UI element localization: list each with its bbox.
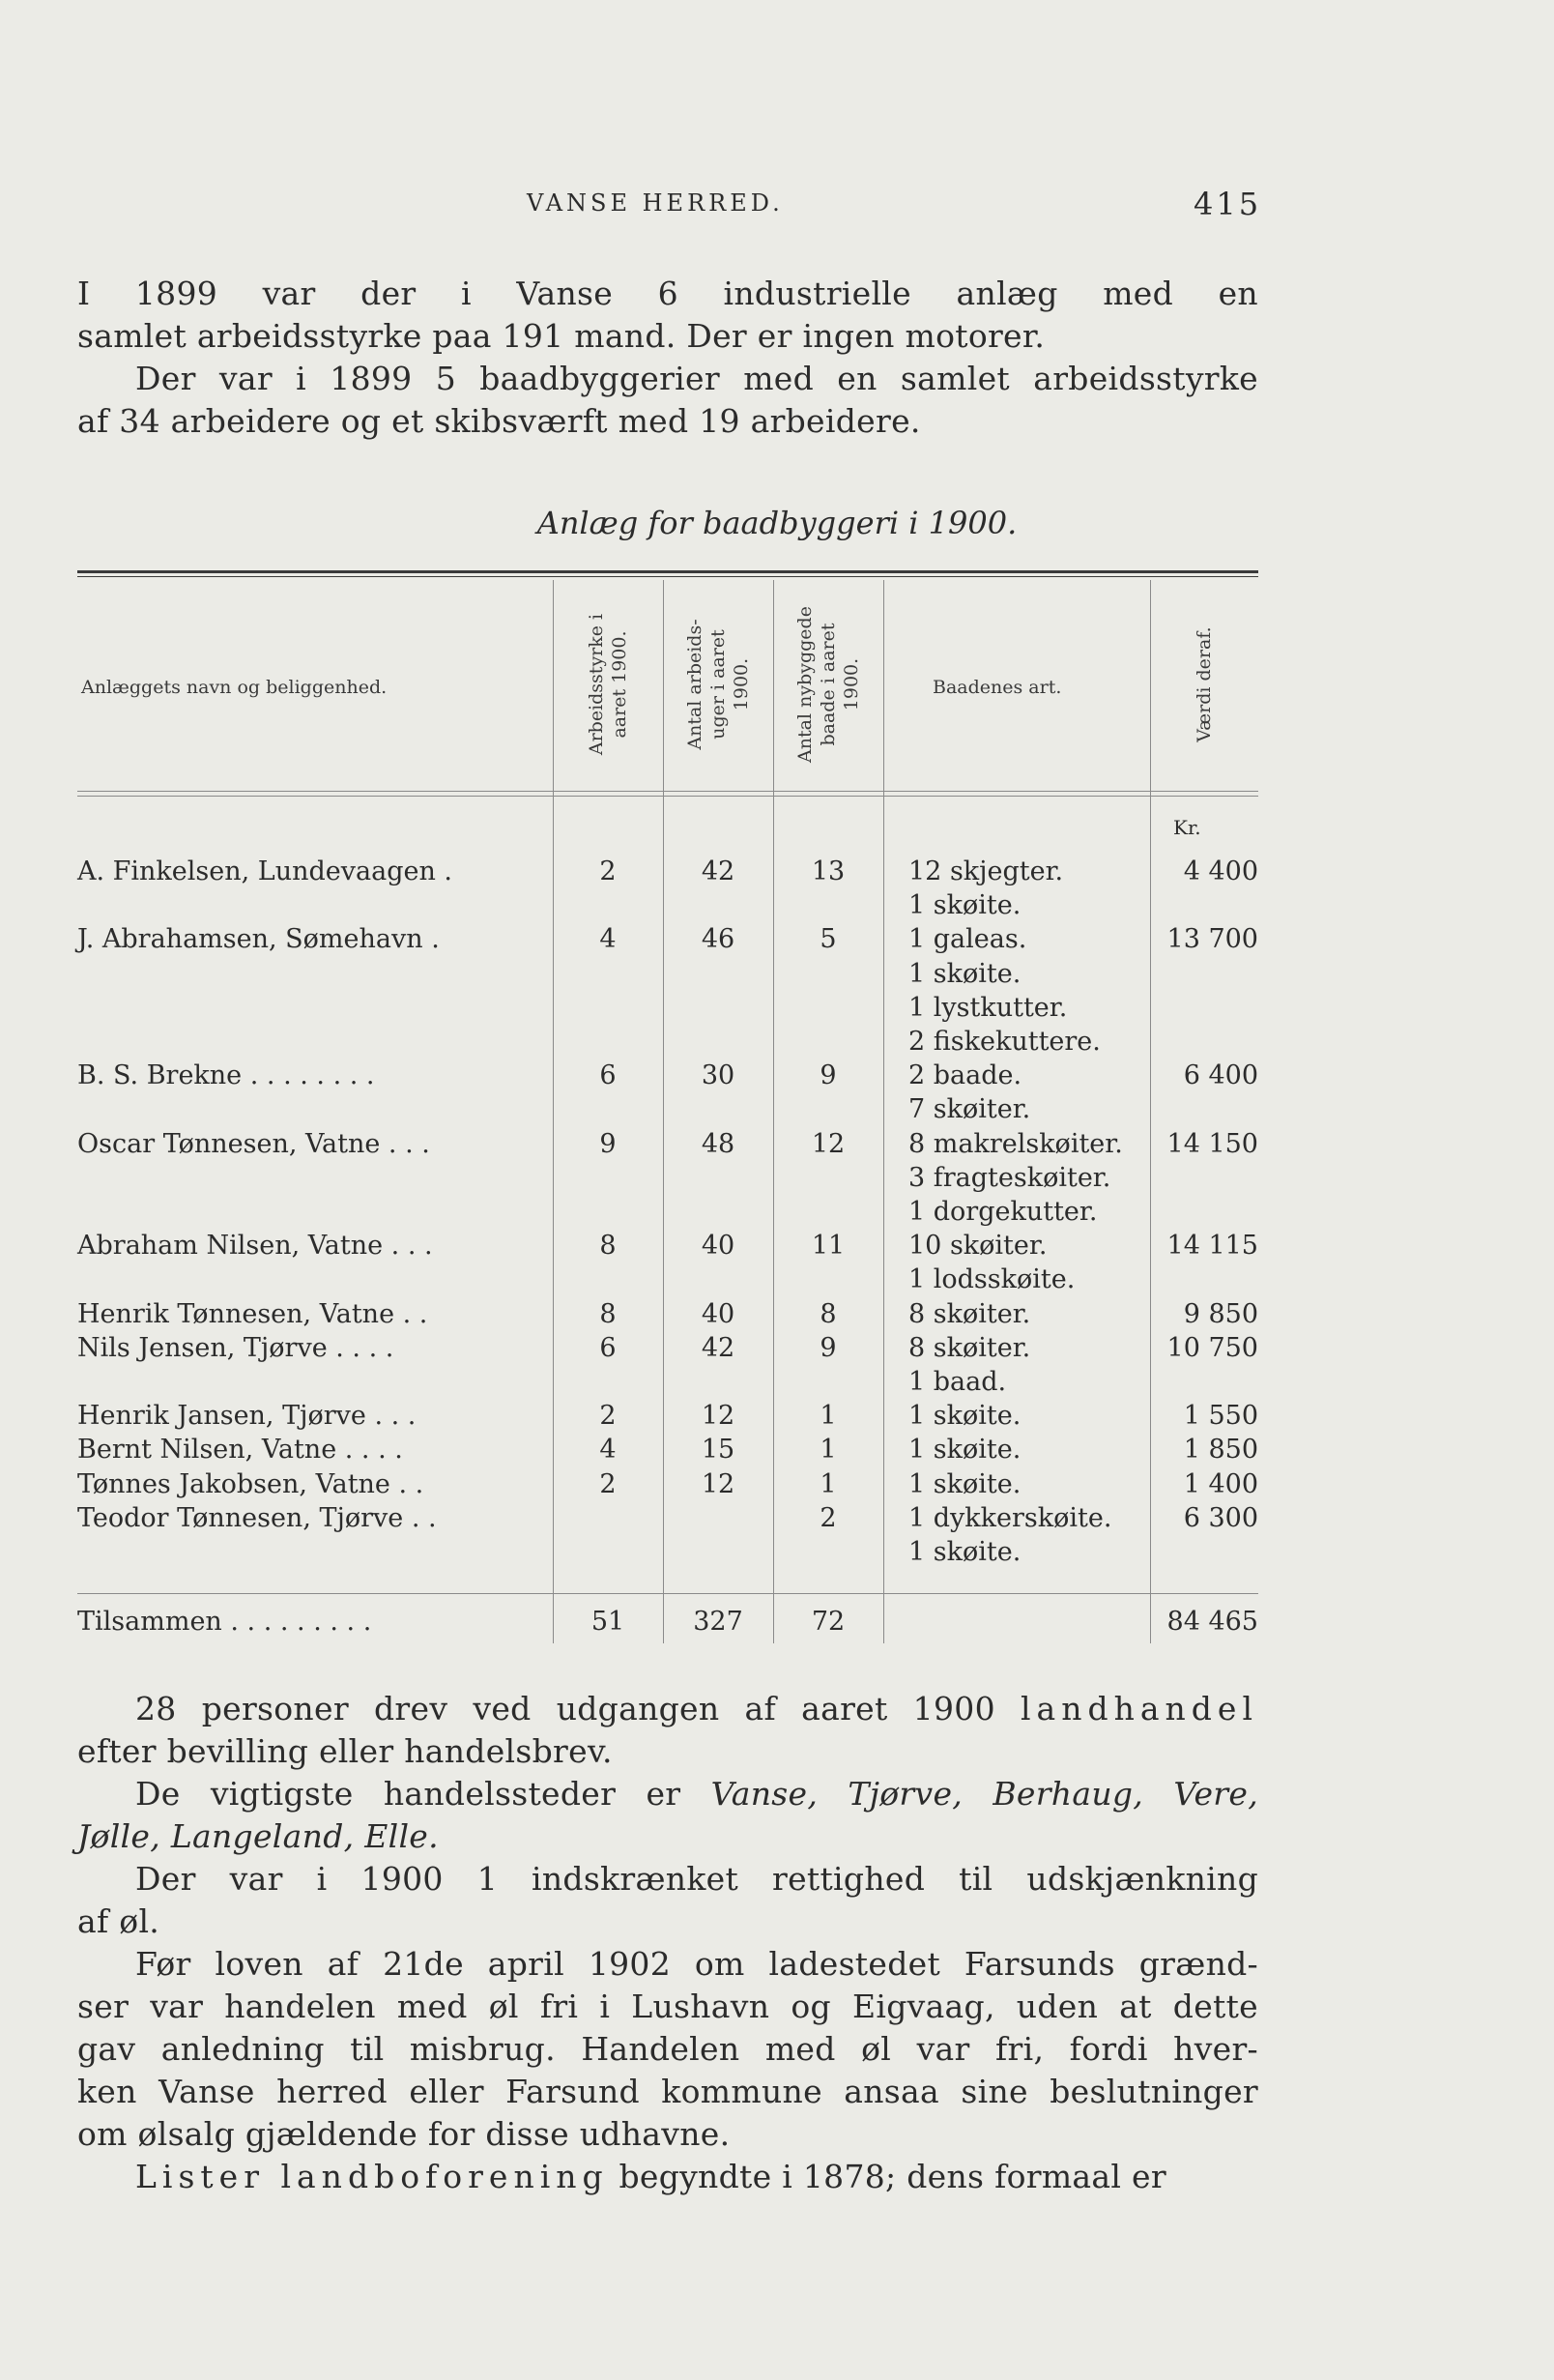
text-run: De vigtigste handelssteder er [135,1775,681,1813]
row-workforce: 8 [599,1298,617,1329]
row-boat-type: 1 skøite. [908,1468,1022,1499]
header-rule [77,791,1258,792]
row-value: 1 400 [1183,1468,1258,1499]
header-name: Anlæggets navn og beliggenhed. [81,677,388,698]
row-workforce: 8 [599,1231,617,1262]
row-weeks: 46 [701,924,735,955]
row-value: 1 850 [1183,1435,1258,1466]
header-workforce [585,614,631,755]
text-line: ser var handelen med øl fri i Lushavn og Eigvaag, uden at dette [77,1988,1258,2025]
total-weeks: 327 [693,1607,743,1637]
row-name: Henrik Jansen, Tjørve . . . [77,1401,417,1432]
row-boat-type: 8 skøiter. [908,1332,1031,1363]
header-line: uger i aaret [707,629,729,740]
row-boat-type: 1 lodsskøite. [908,1264,1076,1295]
header-boats [793,606,863,763]
text-line: samlet arbeidsstyrke paa 191 mand. Der er ingen motorer. [77,317,1046,355]
row-boats: 11 [811,1231,846,1262]
total-boats: 72 [811,1607,846,1637]
header-line: Antal arbeids- [684,619,705,750]
row-boat-type: 1 skøite. [908,1537,1022,1567]
row-workforce: 6 [599,1060,617,1091]
row-weeks: 40 [701,1231,735,1262]
row-name: Henrik Tønnesen, Vatne . . [77,1298,428,1329]
place-names: Jølle, Langeland, Elle. [77,1817,439,1855]
text-line: gav anledning til misbrug. Handelen med øl var fri, fordi hver- [77,2030,1258,2068]
law-paragraph [77,1943,1258,2156]
row-boat-type: 1 skøite. [908,1435,1022,1466]
row-boat-type: 1 skøite. [908,958,1022,989]
text-line: Der var i 1900 1 indskrænket rettighed til udskjænkning [135,1860,1258,1898]
row-boats: 1 [820,1435,837,1466]
text-run: begyndte i 1878; dens formaal er [619,2158,1166,2195]
header-line: Arbeidsstyrke i [586,613,607,756]
row-boats: 8 [820,1298,837,1329]
row-value: 14 115 [1166,1231,1258,1262]
row-workforce: 9 [599,1128,617,1159]
page-number: 415 [1194,186,1262,222]
row-value: 10 750 [1166,1332,1258,1363]
row-boat-type: 2 baade. [908,1060,1022,1091]
row-workforce: 2 [599,1401,617,1432]
header-line: Antal nybyggede [794,606,816,763]
header-weeks [683,619,753,749]
row-weeks: 42 [701,856,735,886]
row-value: 4 400 [1183,856,1258,886]
total-label: Tilsammen . . . . . . . . . [77,1607,372,1637]
intro-paragraph [77,273,1258,443]
text-line [77,1815,1258,1858]
text-line: Der var i 1899 5 baadbyggerier med en samlet arbeidsstyrke [135,360,1258,397]
row-weeks: 12 [701,1401,735,1432]
row-boats: 2 [820,1502,837,1533]
trade-paragraph [77,1688,1258,1773]
text-line [77,2156,1258,2198]
text-line [77,1688,1258,1730]
row-boat-type: 7 skøiter. [908,1094,1031,1125]
total-rule [77,1593,1258,1594]
row-name: Bernt Nilsen, Vatne . . . . [77,1435,403,1466]
header-line: 1900. [731,657,752,711]
row-name: Tønnes Jakobsen, Vatne . . [77,1468,424,1499]
total-value: 84 465 [1166,1607,1258,1637]
row-boat-type: 1 lystkutter. [908,992,1068,1023]
row-boat-type: 1 dykkerskøite. [908,1502,1112,1533]
header-line: baade i aaret [818,623,839,746]
row-name: B. S. Brekne . . . . . . . . [77,1060,375,1091]
total-workforce: 51 [590,1607,625,1637]
row-boat-type: 1 galeas. [908,924,1027,955]
table-top-rule [77,570,1258,573]
header-line: Værdi deraf. [1194,626,1215,742]
row-boat-type: 8 skøiter. [908,1298,1031,1329]
row-name: J. Abrahamsen, Sømehavn . [77,924,440,955]
text-run: 28 personer drev ved udgangen af aaret 1900 [135,1690,995,1727]
text-line: af øl. [77,1902,160,1940]
running-title: VANSE HERRED. [527,189,784,217]
row-boat-type: 10 skøiter. [908,1231,1048,1262]
column-divider [883,580,884,1643]
emphasis-text: landhandel [1021,1690,1258,1727]
row-workforce: 4 [599,1435,617,1466]
row-name: Teodor Tønnesen, Tjørve . . [77,1502,437,1533]
row-workforce: 6 [599,1332,617,1363]
row-boats: 1 [820,1401,837,1432]
row-workforce: 2 [599,856,617,886]
row-weeks: 15 [701,1435,735,1466]
row-boats: 12 [811,1128,846,1159]
text-line: I 1899 var der i Vanse 6 industrielle anlæg med en [77,275,1258,312]
header-rule-thin [77,796,1258,797]
text-line [77,1773,1258,1815]
text-line: af 34 arbeidere og et skibsværft med 19 arbeidere. [77,402,921,440]
row-value: 13 700 [1166,924,1258,955]
row-boat-type: 8 makrelskøiter. [908,1128,1123,1159]
row-boat-type: 3 fragteskøiter. [908,1162,1111,1193]
row-boat-type: 1 skøite. [908,890,1022,921]
row-boat-type: 12 skjegter. [908,856,1064,886]
row-name: Nils Jensen, Tjørve . . . . [77,1332,394,1363]
row-weeks: 30 [701,1060,735,1091]
text-line: efter bevilling eller handelsbrev. [77,1732,613,1770]
row-boat-type: 1 skøite. [908,1401,1022,1432]
row-boat-type: 2 fiskekuttere. [908,1027,1101,1057]
row-weeks: 12 [701,1468,735,1499]
association-paragraph [77,2156,1258,2198]
row-boats: 13 [811,856,846,886]
header-line: 1900. [841,657,862,711]
text-line: ken Vanse herred eller Farsund kommune ansaa sine beslutninger [77,2073,1258,2110]
row-name: Oscar Tønnesen, Vatne . . . [77,1128,430,1159]
trade-places-paragraph [77,1773,1258,1858]
unit-label: Kr. [1173,816,1201,839]
running-head [0,186,1554,228]
row-boats: 1 [820,1468,837,1499]
row-boats: 9 [820,1332,837,1363]
license-paragraph [77,1858,1258,1943]
row-boat-type: 1 baad. [908,1367,1007,1397]
row-workforce: 4 [599,924,617,955]
row-value: 9 850 [1183,1298,1258,1329]
row-workforce: 2 [599,1468,617,1499]
row-name: Abraham Nilsen, Vatne . . . [77,1231,433,1262]
table-caption: Anlæg for baadbyggeri i 1900. [536,505,1018,541]
text-line: om ølsalg gjældende for disse udhavne. [77,2115,731,2153]
row-boats: 9 [820,1060,837,1091]
text-line: Før loven af 21de april 1902 om ladestedet Farsunds grænd- [135,1945,1258,1983]
place-names: Vanse, Tjørve, Berhaug, Vere, [710,1775,1258,1813]
emphasis-text: Lister landboforening [135,2158,609,2195]
row-value: 6 400 [1183,1060,1258,1091]
header-type: Baadenes art. [933,677,1062,698]
row-value: 14 150 [1166,1128,1258,1159]
row-name: A. Finkelsen, Lundevaagen . [77,856,453,886]
table-top-rule-thin [77,576,1258,577]
row-boats: 5 [820,924,837,955]
row-value: 1 550 [1183,1401,1258,1432]
row-weeks: 42 [701,1332,735,1363]
row-weeks: 40 [701,1298,735,1329]
header-line: aaret 1900. [609,630,630,739]
header-value [1193,626,1216,741]
row-boat-type: 1 dorgekutter. [908,1197,1098,1227]
row-weeks: 48 [701,1128,735,1159]
row-value: 6 300 [1183,1502,1258,1533]
